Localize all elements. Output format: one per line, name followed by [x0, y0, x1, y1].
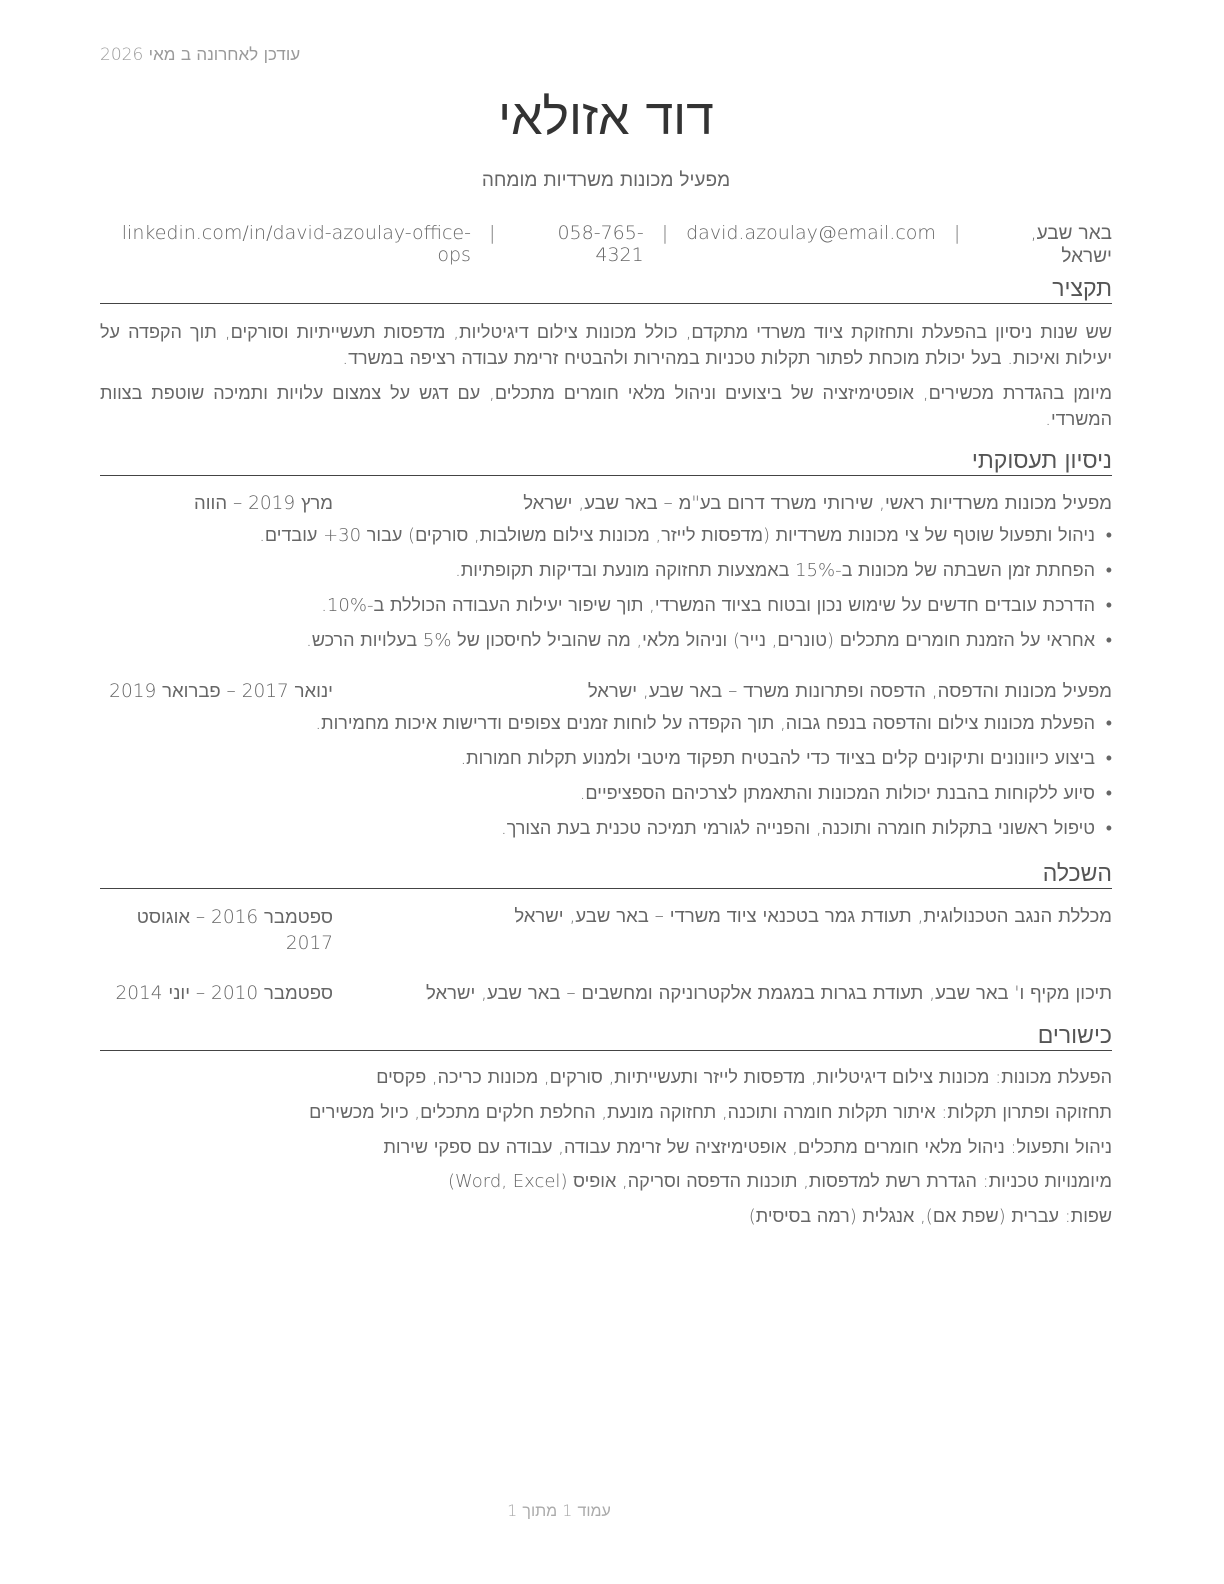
contact-linkedin[interactable]: linkedin.com/in/david-azoulay-office-ops	[121, 222, 471, 266]
resume-page	[100, 0, 1112, 1584]
list-item: • טיפול ראשוני בתקלות חומרה ותוכנה, והפנייה לגורמי תמיכה טכנית בעת הצורך.	[100, 816, 1112, 851]
last-updated: עודכן לאחרונה ב מאי 2026	[100, 45, 301, 65]
skill-line: ניהול ותפעול: ניהול מלאי חומרים מתכלים, אופטימיזציה של זרימת עבודה, עבודה עם ספקי שירות	[383, 1137, 1112, 1158]
list-item: • הפחתת זמן השבתה של מכונות ב-15% באמצעות תחזוקה מונעת ובדיקות תקופתיות.	[100, 558, 1112, 593]
job-date: ינואר 2017 – פברואר 2019	[109, 681, 333, 702]
page-number: עמוד 1 מתוך 1	[507, 1501, 611, 1520]
job-role: מפעיל מכונות והדפסה, הדפסה ופתרונות משרד – באר שבע, ישראל	[587, 681, 1112, 702]
education-heading: השכלה	[100, 860, 1112, 889]
skills-heading: כישורים	[100, 1022, 1112, 1051]
job-date: מרץ 2019 – הווה	[194, 493, 333, 514]
contact-line	[100, 222, 1112, 268]
contact-separator: |	[953, 222, 961, 244]
list-item: • ניהול ותפעול שוטף של צי מכונות משרדיות (מדפסות לייזר, מכונות צילום משולבות, סורקים) עבור 30+ עובדים.	[100, 523, 1112, 558]
list-item: • הדרכת עובדים חדשים על שימוש נכון ובטוח בציוד המשרדי, תוך שיפור יעילות העבודה הכוללת ב-10%.	[100, 593, 1112, 628]
summary-heading: תקציר	[100, 275, 1112, 304]
contact-location: באר שבע, ישראל	[1030, 222, 1112, 267]
education-school: תיכון מקיף ו' באר שבע, תעודת בגרות במגמת אלקטרוניקה ומחשבים – באר שבע, ישראל	[426, 983, 1112, 1004]
contact-separator: |	[488, 222, 496, 244]
list-item: • אחראי על הזמנת חומרים מתכלים (טונרים, נייר) וניהול מלאי, מה שהוביל לחיסכון של 5% בעלויות הרכש.	[100, 628, 1112, 663]
candidate-title: מפעיל מכונות משרדיות מומחה	[481, 169, 731, 191]
education-date-continued: 2017	[285, 933, 333, 954]
skill-line: תחזוקה ופתרון תקלות: איתור תקלות חומרה ותוכנה, תחזוקה מונעת, החלפת חלקים מתכלים, כיול מכשירים	[309, 1102, 1112, 1123]
contact-phone[interactable]: 058-765-4321	[557, 222, 644, 266]
list-item: • ביצוע כיוונונים ותיקונים קלים בציוד כדי להבטיח תפקוד מיטבי ולמנוע תקלות חמורות.	[100, 746, 1112, 781]
education-date: ספטמבר 2016 – אוגוסט	[136, 907, 333, 928]
summary-paragraph: מיומן בהגדרת מכשירים, אופטימיזציה של ביצועים וניהול מלאי חומרים מתכלים, עם דגש על צמצום עלויות ותמיכה שוטפת בצוות המשרדי.	[100, 383, 1112, 430]
contact-email[interactable]: david.azoulay@email.com	[686, 222, 936, 244]
contact-separator: |	[661, 222, 669, 244]
education-school: מכללת הנגב הטכנולוגית, תעודת גמר בטכנאי ציוד משרדי – באר שבע, ישראל	[514, 906, 1112, 927]
list-item: • סיוע ללקוחות בהבנת יכולות המכונות והתאמתן לצרכיהם הספציפיים.	[100, 781, 1112, 816]
job-bullets	[100, 711, 1112, 851]
experience-heading: ניסיון תעסוקתי	[100, 447, 1112, 476]
job-bullets	[100, 523, 1112, 663]
education-date: ספטמבר 2010 – יוני 2014	[115, 983, 333, 1004]
skill-line: הפעלת מכונות: מכונות צילום דיגיטליות, מדפסות לייזר ותעשייתיות, סורקים, מכונות כריכה, פקסים	[376, 1067, 1112, 1088]
summary-paragraph: שש שנות ניסיון בהפעלת ותחזוקת ציוד משרדי מתקדם, כולל מכונות צילום דיגיטליות, מדפסות תעשייתיות וסורקים, תוך הקפדה על יעילות ואיכות. בעל יכולת מוכחת לפתור תקלות טכניות במהירות ולהבטיח זרימת עבודה רציפה במשרד.	[100, 322, 1112, 369]
list-item: • הפעלת מכונות צילום והדפסה בנפח גבוה, תוך הקפדה על לוחות זמנים צפופים ודרישות איכות מחמירות.	[100, 711, 1112, 746]
candidate-name: דוד אזולאי	[498, 88, 714, 146]
skill-line: שפות: עברית (שפת אם), אנגלית (רמה בסיסית)	[748, 1206, 1112, 1227]
skill-line: מיומנויות טכניות: הגדרת רשת למדפסות, תוכנות הדפסה וסריקה, אופיס (Word, Excel)	[448, 1171, 1112, 1192]
job-role: מפעיל מכונות משרדיות ראשי, שירותי משרד דרום בע"מ – באר שבע, ישראל	[523, 493, 1112, 514]
